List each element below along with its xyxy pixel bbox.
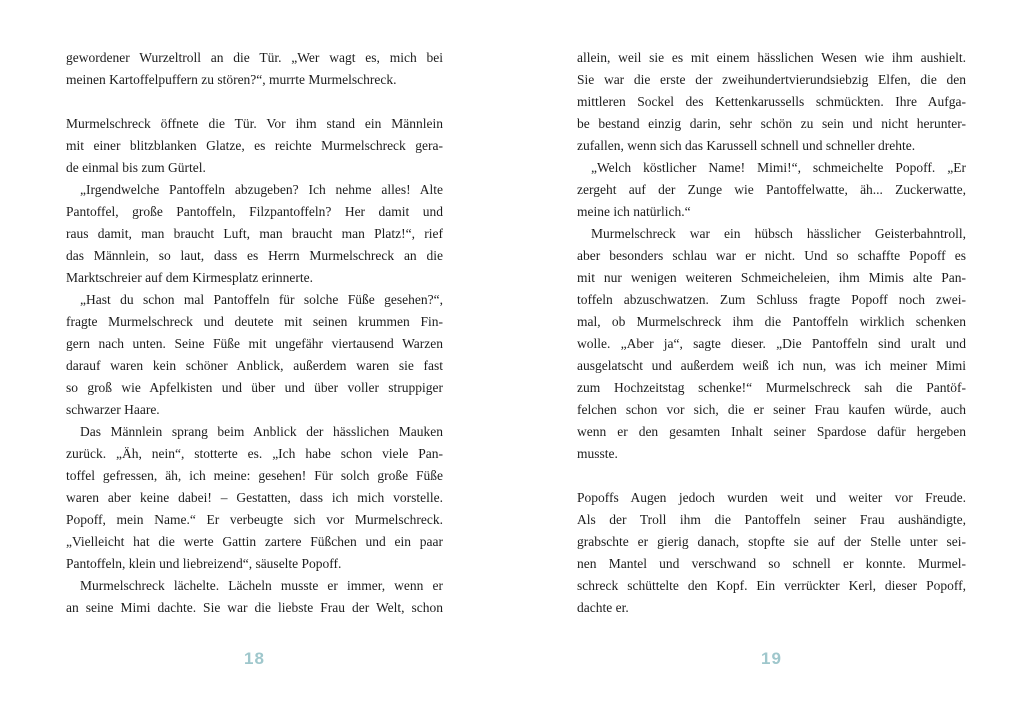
paragraph <box>66 289 443 421</box>
text-line: zurück. „Äh, nein“, stotterte es. „Ich habe schon viele Pan- <box>66 446 443 461</box>
paragraph <box>577 487 966 619</box>
text-line: ausgelatscht und außerdem weiß ich nun, was ich meiner Mimi <box>577 358 966 373</box>
text-line: nen Mantel und verschwand so schnell er konnte. Murmel- <box>577 556 966 571</box>
text-line: mit nur wenigen weiteren Schmeicheleien, ihm Mimis alte Pan- <box>577 270 966 285</box>
text-line: zum Hochzeitstag schenke!“ Murmelschreck sah die Pantöf- <box>577 380 966 395</box>
text-line: mit einer blitzblanken Glatze, es reichte Murmelschreck gera- <box>66 138 443 153</box>
text-line: Pantoffeln, klein und liebreizend“, säuselte Popoff. <box>66 556 342 571</box>
text-line: felchen schon vor sich, die er seiner Frau kaufen würde, auch <box>577 402 966 417</box>
text-line: Murmelschreck war ein hübsch hässlicher Geisterbahntroll, <box>591 226 966 241</box>
text-line: zufallen, wenn sich das Karussell schnell und schneller drehte. <box>577 138 916 153</box>
paragraph <box>66 113 443 179</box>
paragraph <box>66 47 443 91</box>
text-line: dachte er. <box>577 600 629 615</box>
text-line: wolle. „Aber ja“, sagte dieser. „Die Pantoffeln sind uralt und <box>577 336 966 351</box>
text-line: Sie war die erste der zweihundertvierundsiebzig Elfen, die den <box>577 72 966 87</box>
text-line: Pantoffel, große Pantoffeln, Filzpantoffeln? Her damit und <box>66 204 443 219</box>
text-line: toffel gefressen, äh, ich meine: gesehen! Für solch große Füße <box>66 468 443 483</box>
text-line: „Irgendwelche Pantoffeln abzugeben? Ich nehme alles! Alte <box>80 182 443 197</box>
text-line: musste. <box>577 446 618 461</box>
text-line: meine ich natürlich.“ <box>577 204 691 219</box>
text-line: schreck schüttelte den Kopf. Ein verrückter Kerl, dieser Popoff, <box>577 578 966 593</box>
paragraph <box>66 575 443 619</box>
text-line: Marktschreier auf dem Kirmesplatz erinnerte. <box>66 270 314 285</box>
page-number-18: 18 <box>244 649 265 668</box>
paragraph <box>66 421 443 575</box>
text-line: Murmelschreck lächelte. Lächeln musste er immer, wenn er <box>80 578 443 593</box>
text-line: „Vielleicht hat die werte Gattin zartere Füßchen und ein paar <box>66 534 443 549</box>
text-line: fragte Murmelschreck und deutete mit seinen krummen Fin- <box>66 314 443 329</box>
text-line: mal, ob Murmelschreck ihm die Pantoffeln wirklich schenken <box>577 314 966 329</box>
text-line: mittleren Sockel des Kettenkarussells schmückten. Ihre Aufga- <box>577 94 966 109</box>
text-line: Popoff, mein Name.“ Er verbeugte sich vor Murmelschreck. <box>66 512 443 527</box>
text-line: Popoffs Augen jedoch wurden weit und weiter vor Freude. <box>577 490 966 505</box>
text-line: meinen Kartoffelpuffern zu stören?“, murrte Murmelschreck. <box>66 72 397 87</box>
text-line: wenn er den gesamten Inhalt seiner Spardose dafür hergeben <box>577 424 966 439</box>
text-line: Das Männlein sprang beim Anblick der hässlichen Mauken <box>80 424 443 439</box>
text-line: schwarzer Haare. <box>66 402 160 417</box>
text-line: „Welch köstlicher Name! Mimi!“, schmeichelte Popoff. „Er <box>591 160 966 175</box>
page-number-19: 19 <box>761 649 782 668</box>
text-line: raus damit, man braucht Luft, man braucht man Platz!“, rief <box>66 226 443 241</box>
text-line: de einmal bis zum Gürtel. <box>66 160 206 175</box>
text-line: gern nach unten. Seine Füße mit ungefähr viertausend Warzen <box>66 336 443 351</box>
text-line: aber besonders schlau war er nicht. Und so schaffte Popoff es <box>577 248 966 263</box>
paragraph <box>66 179 443 289</box>
text-line: zergeht auf der Zunge wie Pantoffelwatte, äh... Zuckerwatte, <box>577 182 966 197</box>
text-line: Als der Troll ihm die Pantoffeln seiner Frau aushändigte, <box>577 512 966 527</box>
text-line: be bestand einzig darin, sehr schön zu sein und nicht herunter- <box>577 116 966 131</box>
text-line: waren aber keine dabei! – Gestatten, dass ich mich vorstelle. <box>66 490 443 505</box>
text-line: an seine Mimi dachte. Sie war die liebste Frau der Welt, schon <box>66 600 443 615</box>
page-19-text <box>577 47 966 619</box>
text-line: gewordener Wurzeltroll an die Tür. „Wer wagt es, mich bei <box>66 50 443 65</box>
paragraph <box>577 223 966 465</box>
text-line: allein, weil sie es mit einem hässlichen Wesen wie ihm aushielt. <box>577 50 966 65</box>
text-line: Murmelschreck öffnete die Tür. Vor ihm stand ein Männlein <box>66 116 443 131</box>
text-line: grabschte er gierig danach, stopfte sie auf der Stelle unter sei- <box>577 534 966 549</box>
text-line: „Hast du schon mal Pantoffeln für solche Füße gesehen?“, <box>80 292 443 307</box>
paragraph <box>577 47 966 157</box>
text-line: das Männlein, so laut, dass es Herrn Murmelschreck an die <box>66 248 443 263</box>
text-line: toffeln abzuschwatzen. Zum Schluss fragte Popoff noch zwei- <box>577 292 966 307</box>
paragraph <box>577 157 966 223</box>
text-line: so groß wie Apfelkisten und über und über voller struppiger <box>66 380 443 395</box>
page-18-text <box>66 47 443 619</box>
text-line: darauf waren kein schöner Anblick, außerdem waren sie fast <box>66 358 443 373</box>
